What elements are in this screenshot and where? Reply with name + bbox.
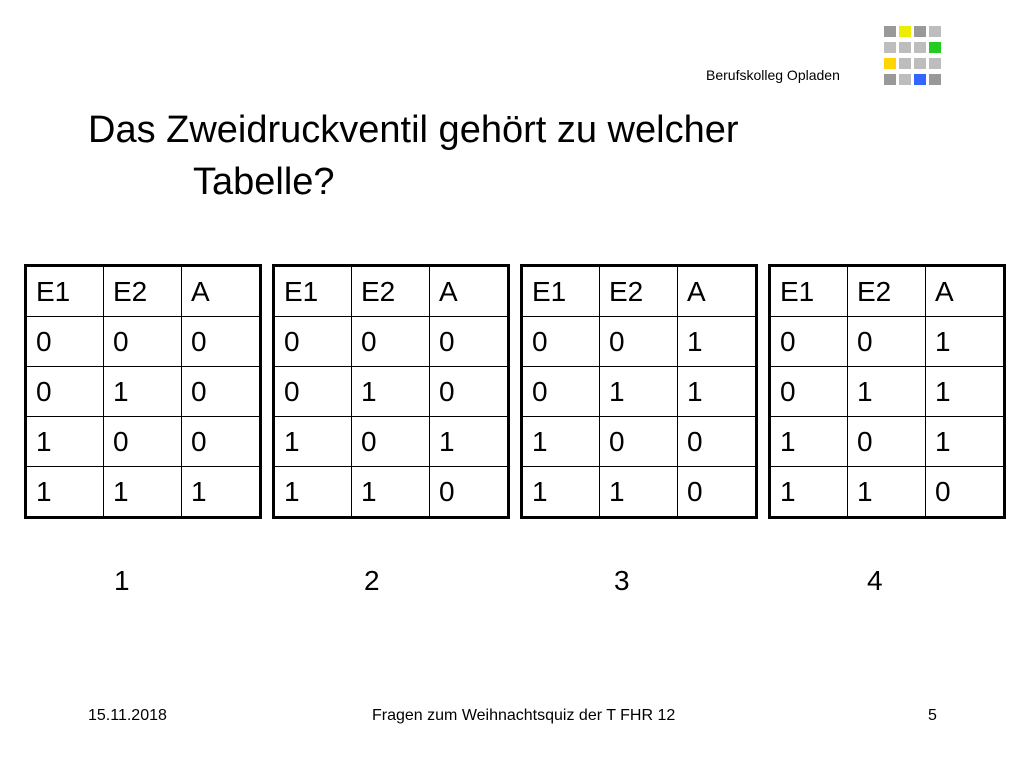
- table-row: [522, 417, 757, 467]
- table-cell: 1: [274, 467, 352, 518]
- table-cell: 1: [104, 467, 182, 518]
- table-cell: 1: [600, 467, 678, 518]
- logo-square: [899, 74, 911, 85]
- table-row: [26, 367, 261, 417]
- table-cell: 1: [678, 367, 757, 417]
- table-row: [522, 367, 757, 417]
- table-header-row: [770, 266, 1005, 317]
- table-row: [770, 317, 1005, 367]
- table-cell: 0: [522, 317, 600, 367]
- table-cell: 1: [352, 467, 430, 518]
- table-cell: 0: [104, 417, 182, 467]
- table-cell: 0: [182, 317, 261, 367]
- logo-square: [884, 74, 896, 85]
- table-header-row: [274, 266, 509, 317]
- footer-title: Fragen zum Weihnachtsquiz der T FHR 12: [372, 707, 676, 724]
- footer-date: 15.11.2018: [88, 707, 167, 724]
- table-cell: 1: [678, 317, 757, 367]
- header-cell: A: [182, 266, 261, 317]
- table-cell: 1: [848, 367, 926, 417]
- header-cell: E1: [26, 266, 104, 317]
- table-header-row: [26, 266, 261, 317]
- table-cell: 0: [430, 367, 509, 417]
- slide-title: [88, 104, 908, 208]
- title-line-1: Das Zweidruckventil gehört zu welcher: [88, 109, 739, 151]
- title-line-2: Tabelle?: [193, 161, 335, 203]
- table-cell: 0: [26, 367, 104, 417]
- table-cell: 1: [522, 417, 600, 467]
- table-row: [522, 317, 757, 367]
- logo-square: [914, 42, 926, 53]
- table-row: [770, 467, 1005, 518]
- truth-table-4: [768, 264, 1006, 519]
- logo-square: [899, 42, 911, 53]
- header-cell: A: [430, 266, 509, 317]
- table-cell: 1: [104, 367, 182, 417]
- header-cell: E2: [352, 266, 430, 317]
- table-row: [522, 467, 757, 518]
- school-logo: [884, 26, 941, 85]
- table-row: [274, 417, 509, 467]
- table-row: [26, 317, 261, 367]
- header-cell: E1: [274, 266, 352, 317]
- table-cell: 1: [926, 417, 1005, 467]
- truth-table-3: [520, 264, 758, 519]
- header-cell: E2: [600, 266, 678, 317]
- table-row: [274, 467, 509, 518]
- table-cell: 1: [770, 467, 848, 518]
- table-cell: 0: [352, 317, 430, 367]
- logo-square: [884, 58, 896, 69]
- table-number-label: 1: [114, 565, 130, 596]
- table-cell: 1: [352, 367, 430, 417]
- table-cell: 0: [430, 467, 509, 518]
- page-number: 5: [928, 707, 937, 724]
- table-cell: 0: [182, 417, 261, 467]
- table-cell: 0: [848, 317, 926, 367]
- logo-square: [914, 58, 926, 69]
- header-cell: A: [678, 266, 757, 317]
- logo-square: [929, 74, 941, 85]
- table-cell: 0: [600, 317, 678, 367]
- table-cell: 0: [26, 317, 104, 367]
- table-cell: 1: [430, 417, 509, 467]
- table-cell: 0: [274, 367, 352, 417]
- table-cell: 1: [770, 417, 848, 467]
- table-cell: 0: [104, 317, 182, 367]
- table-cell: 0: [352, 417, 430, 467]
- logo-square: [929, 26, 941, 37]
- table-cell: 1: [848, 467, 926, 518]
- table-number-label: 3: [614, 565, 630, 596]
- table-cell: 1: [926, 367, 1005, 417]
- table-cell: 1: [26, 417, 104, 467]
- table-row: [274, 317, 509, 367]
- table-header-row: [522, 266, 757, 317]
- table-number-label: 4: [867, 565, 883, 596]
- logo-square: [899, 26, 911, 37]
- logo-square: [899, 58, 911, 69]
- table-cell: 0: [430, 317, 509, 367]
- table-cell: 0: [522, 367, 600, 417]
- table-cell: 1: [600, 367, 678, 417]
- table-cell: 0: [182, 367, 261, 417]
- logo-square: [929, 42, 941, 53]
- header-cell: E2: [104, 266, 182, 317]
- table-cell: 0: [274, 317, 352, 367]
- table-row: [770, 417, 1005, 467]
- truth-table-2: [272, 264, 510, 519]
- header-cell: E2: [848, 266, 926, 317]
- table-cell: 0: [848, 417, 926, 467]
- table-cell: 0: [600, 417, 678, 467]
- table-row: [26, 467, 261, 518]
- logo-square: [914, 74, 926, 85]
- table-cell: 1: [26, 467, 104, 518]
- table-cell: 1: [274, 417, 352, 467]
- header-cell: E1: [770, 266, 848, 317]
- table-cell: 1: [926, 317, 1005, 367]
- table-cell: 0: [678, 467, 757, 518]
- organization-name: Berufskolleg Opladen: [706, 67, 840, 83]
- table-cell: 0: [770, 367, 848, 417]
- logo-square: [884, 42, 896, 53]
- header-cell: A: [926, 266, 1005, 317]
- table-cell: 1: [182, 467, 261, 518]
- logo-square: [884, 26, 896, 37]
- table-cell: 0: [678, 417, 757, 467]
- truth-table-1: [24, 264, 262, 519]
- header-cell: E1: [522, 266, 600, 317]
- table-cell: 0: [926, 467, 1005, 518]
- table-cell: 1: [522, 467, 600, 518]
- table-row: [274, 367, 509, 417]
- table-cell: 0: [770, 317, 848, 367]
- table-row: [770, 367, 1005, 417]
- logo-square: [929, 58, 941, 69]
- table-row: [26, 417, 261, 467]
- table-number-label: 2: [364, 565, 380, 596]
- logo-square: [914, 26, 926, 37]
